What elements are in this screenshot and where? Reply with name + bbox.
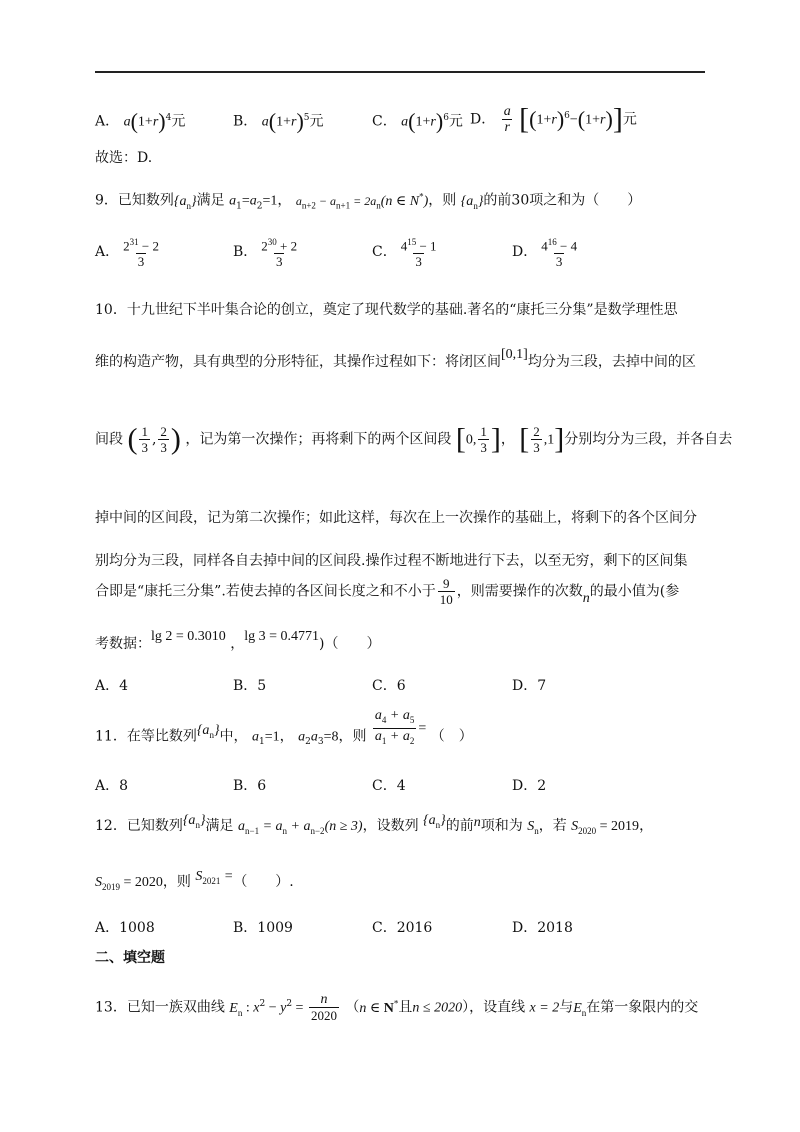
q9-option-a: A． $\frac{2^{31} - 2}{3}$ <box>95 237 159 270</box>
q11-option-b: B．6 <box>233 778 267 794</box>
q10-option-c: C．6 <box>372 678 406 694</box>
q8-option-a: A． $a(1+r)^4$元 <box>95 108 186 134</box>
q11-option-c: C．4 <box>372 778 406 794</box>
q9-option-c: C． $\frac{4^{15} - 1}{3}$ <box>372 237 437 270</box>
q8-option-b: B． $a(1+r)^5$元 <box>233 108 324 134</box>
q10-option-d: D．7 <box>512 678 547 694</box>
q10-line-4: 掉中间的区间段，记为第二次操作；如此这样，每次在上一次操作的基础上，将剩下的各个区间分 <box>95 510 697 526</box>
q9-stem: 9．已知数列$\{a_n\}$满足 $a_1=a_2=1$， $a_{n+2} - a_{n+1} = 2a_n(n$ ∈ N*)，则 $\{a_n\}$的前30项之和为（ ） <box>95 191 642 212</box>
q13-stem: 13．已知一族双曲线 $E_n$ : $x^2 - y^2$ = $\frac{n}{2020}$ （n ∈ N*且n ≤ 2020），设直线 x = 2与$E_n$在第一象限内的交 <box>95 992 699 1023</box>
q10-line-3: 间段 ( $\frac{1}{3}$ , $\frac{2}{3}$ ) ，记为第一次操作；再将剩下的两个区间段 [0, $\frac{1}{3}$ ]， [ $\frac{2}{3}$ ,1]分别均分为三段，并各自去 <box>95 422 733 456</box>
q11-option-a: A．8 <box>95 778 129 794</box>
q8-option-d: D． $\frac{a}{r}$ $[(1+r)^6-(1+r)]$元 <box>470 102 637 136</box>
q12-option-a: A．1008 <box>95 920 155 936</box>
q11-stem: 11．在等比数列$\{a_n\}$中， $a_1=1$， $a_2a_3=8$，则 $\frac{a_4 + a_5}{a_1 + a_2}$ = （ ） <box>95 708 473 748</box>
q10-line-1: 10．十九世纪下半叶集合论的创立，奠定了现代数学的基础.著名的“康托三分集”是数学理性思 <box>95 302 678 318</box>
q10-line-5: 别均分为三段，同样各自去掉中间的区间段.操作过程不断地进行下去，以至无穷，剩下的区间集 <box>95 553 688 569</box>
q10-option-a: A．4 <box>95 678 129 694</box>
q12-option-c: C．2016 <box>372 920 433 936</box>
q10-line-2: 维的构造产物，具有典型的分形特征，其操作过程如下：将闭区间[0,1]均分为三段，去掉中间的区 <box>95 347 696 370</box>
q10-line-7: 考数据：lg 2 = 0.3010 ，lg 3 = 0.4771)（ ） <box>95 629 381 652</box>
q8-option-c: C． $a(1+r)^6$元 <box>372 108 463 134</box>
section-title-fill-in: 二、填空题 <box>95 950 165 966</box>
q12-option-d: D．2018 <box>512 920 573 936</box>
q11-option-d: D．2 <box>512 778 547 794</box>
header-rule <box>95 71 705 73</box>
q9-option-b: B． $\frac{2^{30} + 2}{3}$ <box>233 237 298 270</box>
q12-stem: 12．已知数列$\{a_n\}$满足 $a_{n-1} = a_n + a_{n-2}(n \ge 3)$，设数列 $\{a_n\}$的前n项和为 $S_n$，若 $S_{2020} = 2019$， <box>95 813 654 836</box>
q9-option-d: D． $\frac{4^{16} - 4}{3}$ <box>512 237 578 270</box>
q12-option-b: B．1009 <box>233 920 293 936</box>
q10-option-b: B．5 <box>233 678 267 694</box>
q12-line-2: $S_{2019} = 2020$，则 $S_{2021}$ =（ ）. <box>95 869 294 892</box>
q10-line-6: 合即是“康托三分集”.若使去掉的各区间长度之和不小于 $\frac{9}{10}$ ，则需要操作的次数n的最小值为(参 <box>95 576 680 607</box>
q8-answer: 故选：D. <box>95 150 153 166</box>
